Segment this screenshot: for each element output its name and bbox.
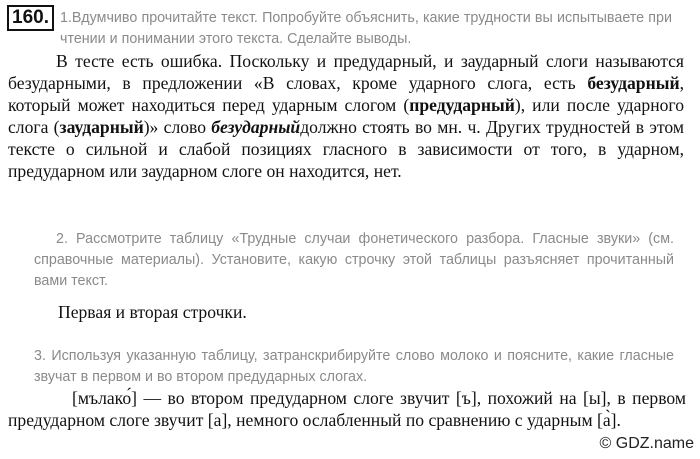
answer-1-bold-italic: безударный: [211, 117, 301, 137]
answer-3: [8, 387, 686, 431]
answer-1-bold-2: предударный: [409, 95, 515, 115]
answer-1-part-1: В тесте есть ошибка. Поскольку и предударный, и заударный слоги называются безударными, в предложении «В словах, кроме ударного слога, есть: [8, 51, 684, 93]
answer-2: Первая и вторая строчки.: [58, 302, 247, 322]
answer-1-part-3: ), или после ударного слога (: [8, 95, 684, 137]
task-3-text: 3. Используя указанную таблицу, затранскрибируйте слово молоко и поясните, какие гласные звучат в первом и во втором предударных слогах.: [34, 348, 674, 385]
answer-1-bold-3: заударный: [59, 117, 144, 137]
answer-1-part-5: должно стоять во мн. ч. Других трудностей в этом тексте о сильной и слабой позициях гласного в зависимости от того, в ударном, предударном или заударном слоге он находится, нет.: [8, 117, 684, 181]
answer-1-part-2: , который может находиться перед ударным слогом (: [8, 73, 684, 115]
task-1-text: 1.Вдумчиво прочитайте текст. Попробуйте объяснить, какие трудности вы испытываете при чтении и понимании этого текста. Сделайте выводы.: [60, 10, 672, 47]
watermark: © GDZ.name: [599, 435, 694, 452]
task-2-text: [34, 229, 674, 292]
task-2-body: 2. Рассмотрите таблицу «Трудные случаи фонетического разбора. Гласные звуки» (см. справочные материалы). Установите, какую строчку этой таблицы разъясняет прочитанный вами текст.: [34, 231, 674, 289]
answer-1: [8, 50, 684, 182]
answer-1-part-4: )» слово: [143, 117, 212, 137]
answer-1-bold-1: безударный: [587, 73, 680, 93]
exercise-number: 160.: [7, 5, 54, 31]
answer-3-body: [мълако́] — во втором предударном слоге звучит [ъ], похожий на [ы], в первом предударном слоге звучит [а], немного ослабленный по сравнению с ударным [а̀].: [8, 388, 686, 430]
